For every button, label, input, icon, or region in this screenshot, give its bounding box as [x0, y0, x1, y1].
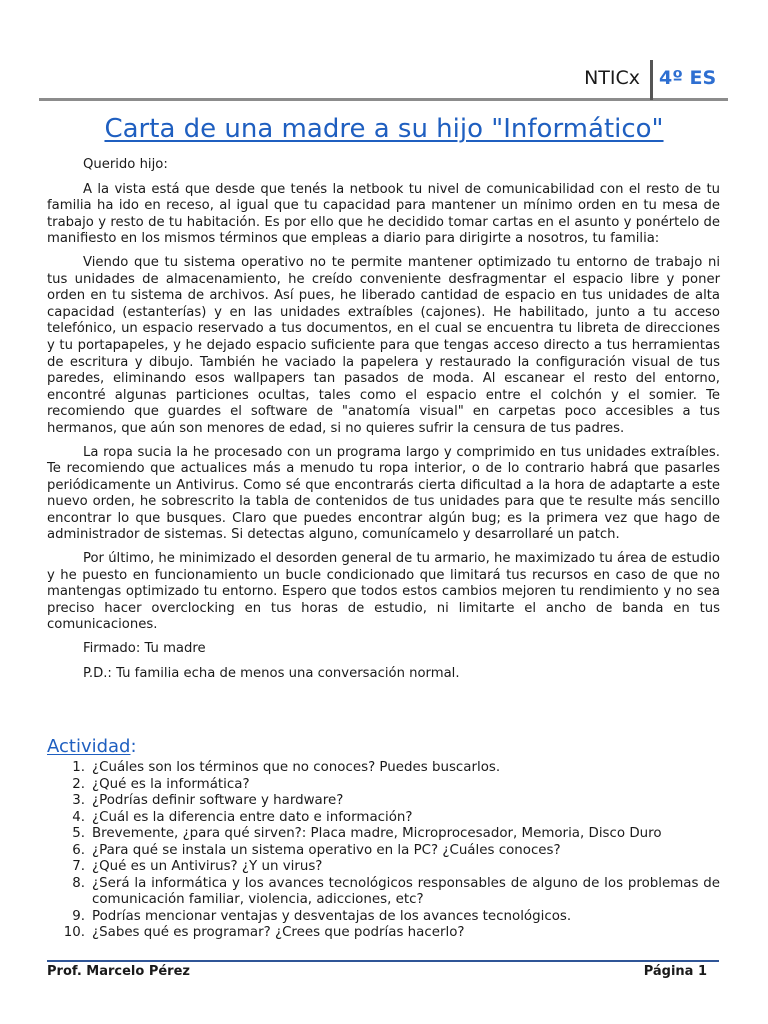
question-number: 4.	[72, 809, 85, 825]
question-text: ¿Para qué se instala un sistema operativo en la PC? ¿Cuáles conoces?	[92, 842, 561, 858]
header-divider	[650, 60, 653, 100]
question-item	[47, 876, 720, 909]
page-header	[39, 60, 728, 101]
letter-body	[47, 157, 720, 690]
footer-page-number: Página 1	[643, 964, 707, 979]
question-number: 2.	[72, 776, 85, 792]
question-number: 1.	[72, 760, 85, 775]
question-text: ¿Cuáles son los términos que no conoces? Puedes buscarlos.	[92, 760, 501, 775]
question-text: Brevemente, ¿para qué sirven?: Placa madre, Microprocesador, Memoria, Disco Duro	[92, 826, 662, 841]
question-number: 5.	[72, 826, 85, 841]
question-number: 6.	[72, 842, 85, 858]
question-item	[47, 843, 720, 860]
activity-title-colon: :	[130, 736, 137, 757]
question-item	[47, 925, 720, 942]
question-item	[47, 777, 720, 794]
activity-heading	[47, 736, 137, 757]
question-number: 8.	[72, 875, 85, 891]
question-text: ¿Qué es un Antivirus? ¿Y un virus?	[92, 859, 323, 874]
letter-signature: Firmado: Tu madre	[83, 641, 206, 657]
footer-author: Prof. Marcelo Pérez	[47, 964, 190, 979]
footer-rule	[47, 960, 719, 962]
question-number: 3.	[72, 793, 85, 808]
question-text: ¿Podrías definir software y hardware?	[92, 793, 344, 808]
question-item	[47, 793, 720, 810]
activity-title: Actividad	[47, 736, 131, 757]
question-item	[47, 810, 720, 827]
question-text: ¿Cuál es la diferencia entre dato e información?	[92, 809, 413, 825]
question-text: ¿Sabes qué es programar? ¿Crees que podrías hacerlo?	[92, 925, 465, 940]
letter-paragraph: Viendo que tu sistema operativo no te permite mantener optimizado tu entorno de trabajo ni tus unidades de almacenamiento, he creído conveniente desfragmentar el espacio libre y poner orden en tu sistema de archivos. Así pues, he liberado cantidad de espacio en tus unidades de alta capacidad (estanterías) y en las unidades extraíbles (cajones). He habilitado, junto a tu acceso telefónico, un espacio reservado a tus documentos, en el cual se encuentra tu libreta de direcciones y tu portapapeles, y he dejado espacio suficiente para que tengas acceso directo a tus herramientas de escritura y dibujo. También he vaciado la papelera y restaurado la configuración visual de tus paredes, eliminando esos wallpapers tan pasados de moda. Al escanear el resto del entorno, encontré algunas particiones ocultas, tales como el espacio entre el colchón y el somier. Te recomiendo que guardes el software de "anatomía visual" en carpetas poco accesibles a tus hermanos, que aún son menores de edad, si no quieres sufrir la censura de tus padres.	[47, 254, 720, 436]
question-item	[47, 909, 720, 926]
question-text: Podrías mencionar ventajas y desventajas de los avances tecnológicos.	[92, 908, 572, 924]
question-text: ¿Qué es la informática?	[92, 776, 250, 792]
letter-paragraph: A la vista está que desde que tenés la netbook tu nivel de comunicabilidad con el resto de tu familia ha ido en receso, al igual que tu capacidad para mantener un mínimo orden en tu mesa de trabajo y resto de tu habitación. Es por ello que he decidido tomar cartas en el asunto y ponértelo de manifiesto en los mismos términos que empleas a diario para dirigirte a nosotros, tu familia:	[47, 181, 720, 247]
course-name: NTICx	[584, 67, 640, 89]
letter-paragraph: La ropa sucia la he procesado con un programa largo y comprimido en tus unidades extraíbles. Te recomiendo que actualices más a menudo tu ropa interior, o de lo contrario habrá que pasarles periódicamente un Antivirus. Como sé que encontrarás cierta dificultad a la hora de adaptarte a este nuevo orden, he sobrescrito la tabla de contenidos de tus unidades para que te resulte más sencillo encontrar lo que busques. Claro que puedes encontrar algún bug; es la primera vez que hago de administrador de sistemas. Si detectas alguno, comunícamelo y desarrollaré un patch.	[47, 444, 720, 543]
document-title: Carta de una madre a su hijo "Informático"	[104, 114, 664, 144]
question-item	[47, 859, 720, 876]
letter-postscript: P.D.: Tu familia echa de menos una conversación normal.	[83, 665, 460, 681]
question-item	[47, 826, 720, 843]
grade-label: 4º ES	[659, 67, 717, 89]
letter-paragraph: Por último, he minimizado el desorden general de tu armario, he maximizado tu área de estudio y he puesto en funcionamiento un bucle condicionado que limitará tus recursos en caso de que no mantengas optimizado tu entorno. Espero que todos estos cambios mejoren tu rendimiento y no sea preciso hacer overclocking en tus horas de estudio, ni limitarte el ancho de banda en tus comunicaciones.	[47, 551, 720, 633]
activity-questions	[47, 760, 720, 942]
question-number: 9.	[72, 908, 85, 924]
question-text: ¿Será la informática y los avances tecnológicos responsables de alguno de los problemas de comunicación familiar, violencia, adicciones, etc?	[92, 875, 720, 907]
question-number: 10.	[63, 925, 85, 940]
question-number: 7.	[72, 859, 85, 874]
question-item	[47, 760, 720, 777]
letter-greeting: Querido hijo:	[83, 157, 168, 172]
